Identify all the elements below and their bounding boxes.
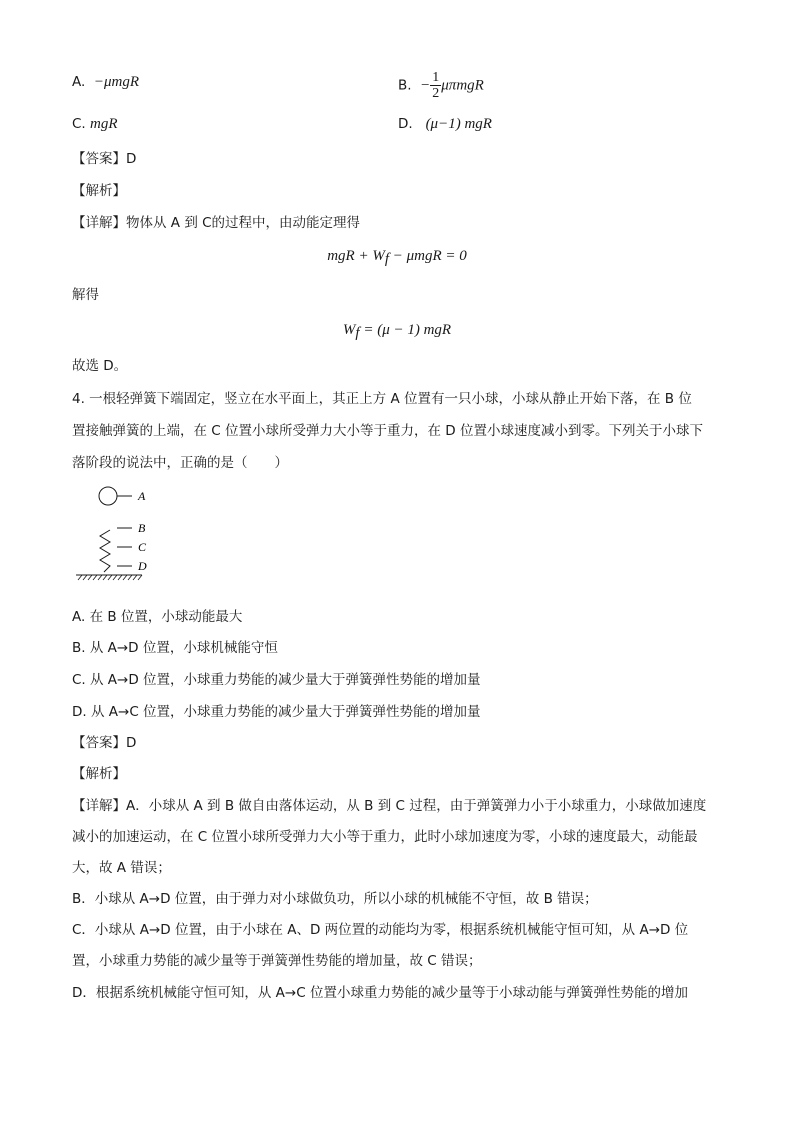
q4-detail-b: B．小球从 A→D 位置，由于弹力对小球做负功，所以小球的机械能不守恒，故 B 错误； [72,891,598,907]
q4-detail-line-2: 减小的加速运动，在 C 位置小球所受弹力大小等于重力，此时小球加速度为零，小球的速度最大，动能最 [72,829,698,845]
ball [99,487,117,505]
q3-answer [72,149,136,169]
detail-text: 物体从 A 到 C的过程中，由动能定理得 [126,215,361,231]
q3-analysis-tag: 【解析】 [72,183,126,199]
q4-option-b: B. 从 A→D 位置，小球机械能守恒 [72,640,278,656]
label-b: B [138,521,146,535]
answer-value: D [126,151,137,167]
q4-detail-c-line-1: C．小球从 A→D 位置，由于小球在 A、D 两位置的动能均为零，根据系统机械能守恒可知，从 A→D 位 [72,922,689,938]
option-c-label: C. [72,116,86,132]
answer-value: D [126,735,137,751]
q4-detail-d: D．根据系统机械能守恒可知，从 A→C 位置小球重力势能的减少量等于小球动能与弹簧弹性势能的增加 [72,985,688,1001]
q4-stem-line-1: 4. 一根轻弹簧下端固定，竖立在水平面上，其正上方 A 位置有一只小球，小球从静止开始下落，在 B 位 [72,391,692,407]
label-a: A [138,489,146,503]
fraction-numerator: 1 [432,70,440,85]
answer-tag: 【答案】 [72,151,126,167]
q4-option-c: C. 从 A→D 位置，小球重力势能的减少量大于弹簧弹性势能的增加量 [72,672,481,688]
equation-2-lhs: W [342,322,356,338]
q4-detail-line-1: 【详解】A．小球从 A 到 B 做自由落体运动，从 B 到 C 过程，由于弹簧弹力小于小球重力，小球做加速度 [72,798,707,814]
q3-conclusion: 故选 D。 [72,358,128,374]
q4-detail-c-line-2: 置，小球重力势能的减少量等于弹簧弹性势能的增加量，故 C 错误； [72,953,482,969]
option-d [398,114,492,134]
equation-2-rhs: = (μ − 1) mgR [359,322,452,338]
q4-detail-line-3: 大，故 A 错误； [72,860,171,876]
answer-tag: 【答案】 [72,735,126,751]
spring [100,530,110,572]
option-b-fraction [430,70,441,101]
equation-1 [0,246,794,269]
option-b [398,70,484,101]
q4-answer [72,733,136,753]
option-a-formula: −μmgR [93,74,140,90]
solve-text: 解得 [72,287,99,303]
ground-hatching [78,575,142,580]
q4-option-a: A. 在 B 位置，小球动能最大 [72,609,243,625]
label-c: C [138,540,147,554]
equation-1-rhs: − μmgR = 0 [389,248,467,264]
option-d-label: D. [398,116,413,132]
option-b-label: B. [398,77,412,94]
option-b-sign: − [420,77,431,94]
equation-2-subscript: f [355,325,360,341]
option-a-label: A. [72,74,86,90]
q4-stem-line-2: 置接触弹簧的上端，在 C 位置小球所受弹力大小等于重力，在 D 位置小球速度减小到零。下列关于小球下 [72,423,703,439]
detail-tag: 【详解】 [72,215,126,231]
spring-ball-figure [72,482,162,592]
option-b-formula: μπmgR [441,77,484,94]
q3-detail [72,213,360,233]
equation-1-subscript: f [384,251,389,267]
q4-option-d: D. 从 A→C 位置，小球重力势能的减少量大于弹簧弹性势能的增加量 [72,704,481,720]
option-c-formula: mgR [90,116,118,132]
label-d: D [138,559,147,573]
q4-analysis-tag: 【解析】 [72,766,126,782]
fraction-denominator: 2 [432,86,440,101]
option-a [72,72,139,92]
equation-1-lhs: mgR + W [327,248,385,264]
option-d-formula: (μ−1) mgR [425,116,492,132]
q4-stem-line-3: 落阶段的说法中，正确的是（ ） [72,455,288,471]
option-c [72,114,118,134]
equation-2 [0,320,794,343]
